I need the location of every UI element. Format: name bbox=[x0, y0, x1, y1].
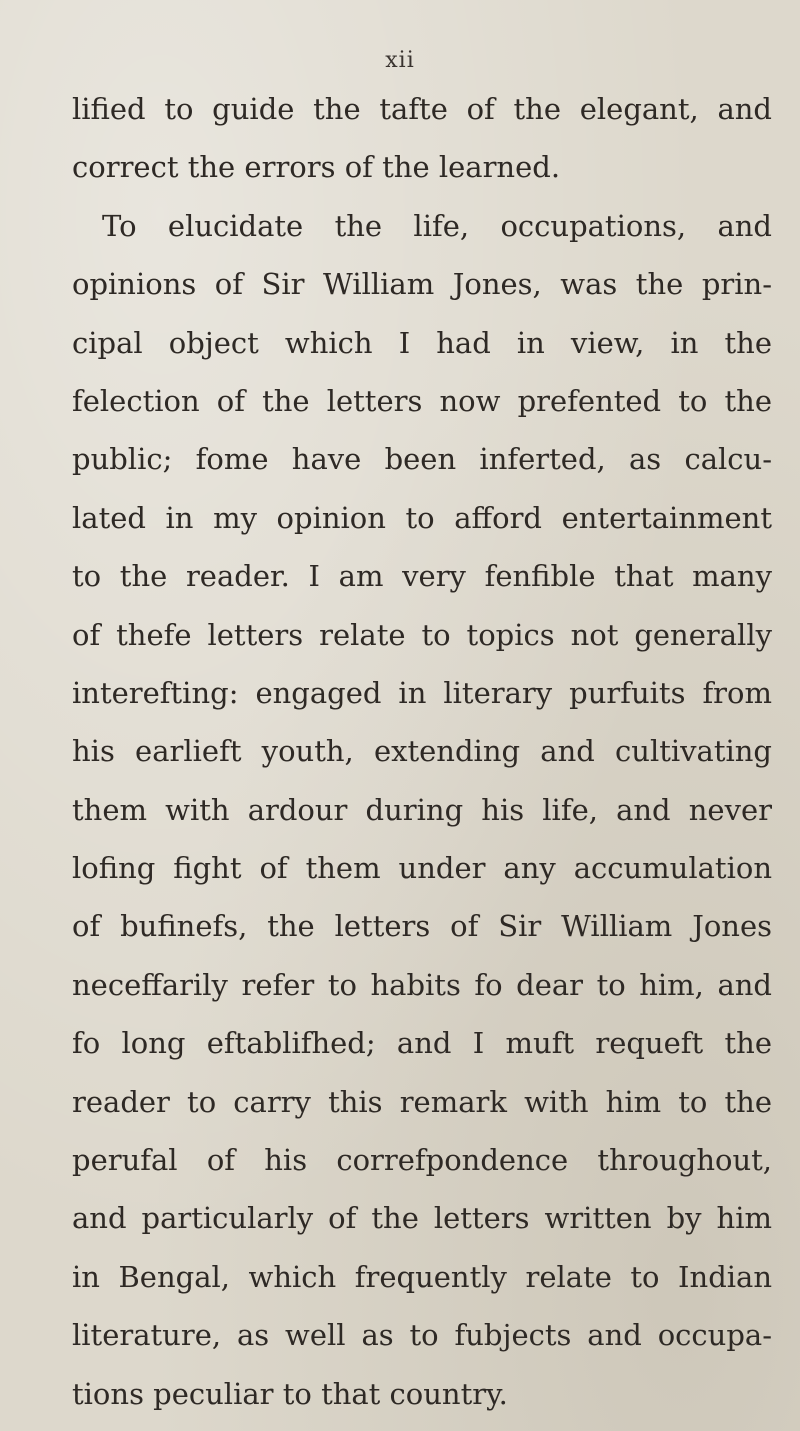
text-line: his earlieft youth, extending and cultivating bbox=[72, 734, 772, 769]
text-line: lated in my opinion to afford entertainment bbox=[72, 500, 772, 535]
text-line: cipal object which I had in view, in the bbox=[72, 325, 772, 360]
text-line: public; fome have been inferted, as calcu- bbox=[72, 442, 772, 477]
text-line: to the reader. I am very fenfible that many bbox=[72, 559, 772, 594]
text-line: them with ardour during his life, and never bbox=[72, 792, 772, 827]
text-line: in Bengal, which frequently relate to Indian bbox=[72, 1259, 772, 1294]
text-line: lified to guide the tafte of the elegant, and bbox=[72, 92, 772, 126]
body-text bbox=[72, 80, 772, 1423]
text-line: To elucidate the life, occupations, and bbox=[102, 208, 772, 243]
text-line: literature, as well as to fubjects and occupa- bbox=[72, 1318, 772, 1353]
text-line: of thefe letters relate to topics not generally bbox=[72, 617, 772, 652]
text-line: tions peculiar to that country. bbox=[72, 1376, 508, 1411]
text-line: correct the errors of the learned. bbox=[72, 150, 561, 185]
text-line: felection of the letters now prefented to the bbox=[72, 383, 772, 418]
page-number: xii bbox=[385, 48, 415, 73]
text-line: fo long eftablifhed; and I muft requeft the bbox=[72, 1026, 772, 1061]
text-line: lofing fight of them under any accumulation bbox=[72, 851, 772, 886]
text-line: reader to carry this remark with him to the bbox=[72, 1084, 772, 1119]
text-line: interefting: engaged in literary purfuits from bbox=[72, 675, 772, 710]
text-line: and particularly of the letters written by him bbox=[72, 1201, 772, 1236]
text-line: of bufinefs, the letters of Sir William Jones bbox=[72, 909, 772, 944]
text-line: neceffarily refer to habits fo dear to him, and bbox=[72, 967, 772, 1002]
text-line: opinions of Sir William Jones, was the prin- bbox=[72, 267, 772, 302]
text-line: perufal of his correfpondence throughout, bbox=[72, 1143, 772, 1178]
